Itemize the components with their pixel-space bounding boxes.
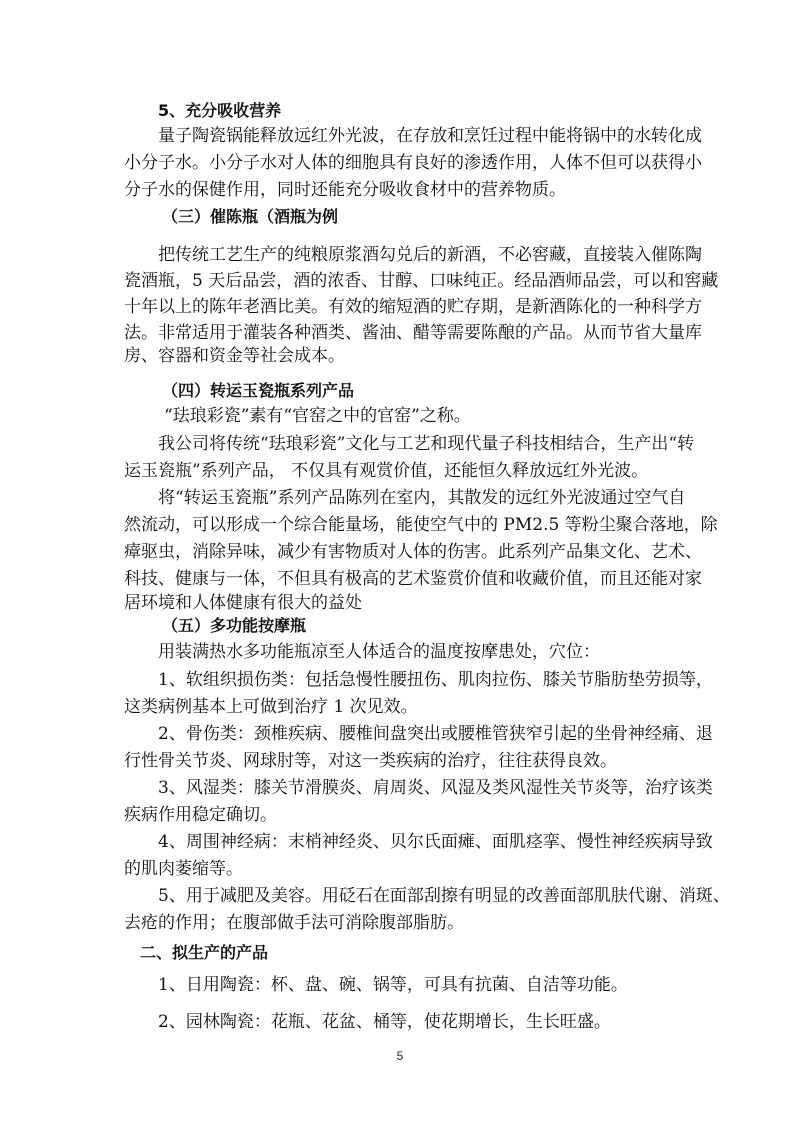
list-item-line: 2、园林陶瓷：花瓶、花盆、桶等，使花期增长，生长旺盛。 <box>158 1012 611 1032</box>
paragraph-line: 将“转运玉瓷瓶”系列产品陈列在室内，其散发的远红外光波通过空气自 <box>158 488 686 508</box>
list-item-line: 这类病例基本上可做到治疗 1 次见效。 <box>124 697 418 717</box>
section-title-planned-products: 二、拟生产的产品 <box>140 943 269 962</box>
section-title-absorb-nutrition: 5、充分吸收营养 <box>158 101 282 120</box>
paragraph-line: “珐琅彩瓷”素有“官窑之中的官窑”之称。 <box>164 406 471 426</box>
paragraph-line: 瓷酒瓶，5 天后品尝，酒的浓香、甘醇、口味纯正。经品酒师品尝，可以和窖藏 <box>124 271 719 291</box>
paragraph-line: 用装满热水多功能瓶凉至人体适合的温度按摩患处，穴位： <box>158 642 600 662</box>
list-item-line: 行性骨关节炎、网球肘等，对这一类疾病的治疗，往往获得良效。 <box>124 751 617 771</box>
page-number: 5 <box>396 1049 404 1063</box>
list-item-line: 1、软组织损伤类：包括急慢性腰扭伤、肌肉拉伤、膝关节脂肪垫劳损等， <box>158 670 713 690</box>
list-item-line: 5、用于减肥及美容。用砭石在面部刮擦有明显的改善面部肌肤代谢、消斑、 <box>158 886 730 906</box>
paragraph-line: 十年以上的陈年老酒比美。有效的缩短酒的贮存期，是新酒陈化的一种科学方 <box>124 297 702 317</box>
section-title-jade-bottle: （四）转运玉瓷瓶系列产品 <box>162 381 355 400</box>
list-item-line: 2、骨伤类：颈椎疾病、腰椎间盘突出或腰椎管狭窄引起的坐骨神经痛、退 <box>158 724 713 744</box>
paragraph-line: 小分子水。小分子水对人体的细胞具有良好的渗透作用，人体不但可以获得小 <box>124 153 702 173</box>
paragraph-line: 房、容器和资金等社会成本。 <box>124 346 345 366</box>
paragraph-line: 法。非常适用于灌装各种酒类、酱油、醋等需要陈酿的产品。从而节省大量库 <box>124 323 702 343</box>
paragraph-line: 分子水的保健作用，同时还能充分吸收食材中的营养物质。 <box>124 180 566 200</box>
paragraph-line: 然流动，可以形成一个综合能量场，能使空气中的 PM2.5 等粉尘聚合落地，除 <box>124 515 718 535</box>
paragraph-line: 居环境和人体健康有很大的益处 <box>124 593 362 613</box>
list-item-line: 4、周围神经病：末梢神经炎、贝尔氏面瘫、面肌痉挛、慢性神经疾病导致 <box>158 832 713 852</box>
paragraph-line: 运玉瓷瓶”系列产品， 不仅具有观赏价值，还能恒久释放远红外光波。 <box>124 461 649 481</box>
paragraph-line: 瘴驱虫，消除异味，减少有害物质对人体的伤害。此系列产品集文化、艺术、 <box>124 542 702 562</box>
list-item-line: 去疮的作用；在腹部做手法可消除腹部脂肪。 <box>124 913 464 933</box>
section-title-massage-bottle: （五）多功能按摩瓶 <box>162 616 307 635</box>
paragraph-line: 把传统工艺生产的纯粮原浆酒勾兑后的新酒，不必窖藏，直接装入催陈陶 <box>158 245 702 265</box>
list-item-line: 3、风湿类：膝关节滑膜炎、肩周炎、风湿及类风湿性关节炎等，治疗该类 <box>158 778 713 798</box>
list-item-line: 疾病作用稳定确切。 <box>124 805 277 825</box>
paragraph-line: 量子陶瓷锅能释放远红外光波，在存放和烹饪过程中能将锅中的水转化成 <box>158 126 702 146</box>
paragraph-line: 我公司将传统“珐琅彩瓷”文化与工艺和现代量子科技相结合，生产出“转 <box>158 434 695 454</box>
paragraph-line: 科技、健康与一体，不但具有极高的艺术鉴赏价值和收藏价值，而且还能对家 <box>124 569 702 589</box>
list-item-line: 的肌肉萎缩等。 <box>124 859 243 879</box>
list-item-line: 1、日用陶瓷：杯、盘、碗、锅等，可具有抗菌、自洁等功能。 <box>158 975 628 995</box>
section-title-aging-bottle: （三）催陈瓶（酒瓶为例 <box>162 207 339 226</box>
